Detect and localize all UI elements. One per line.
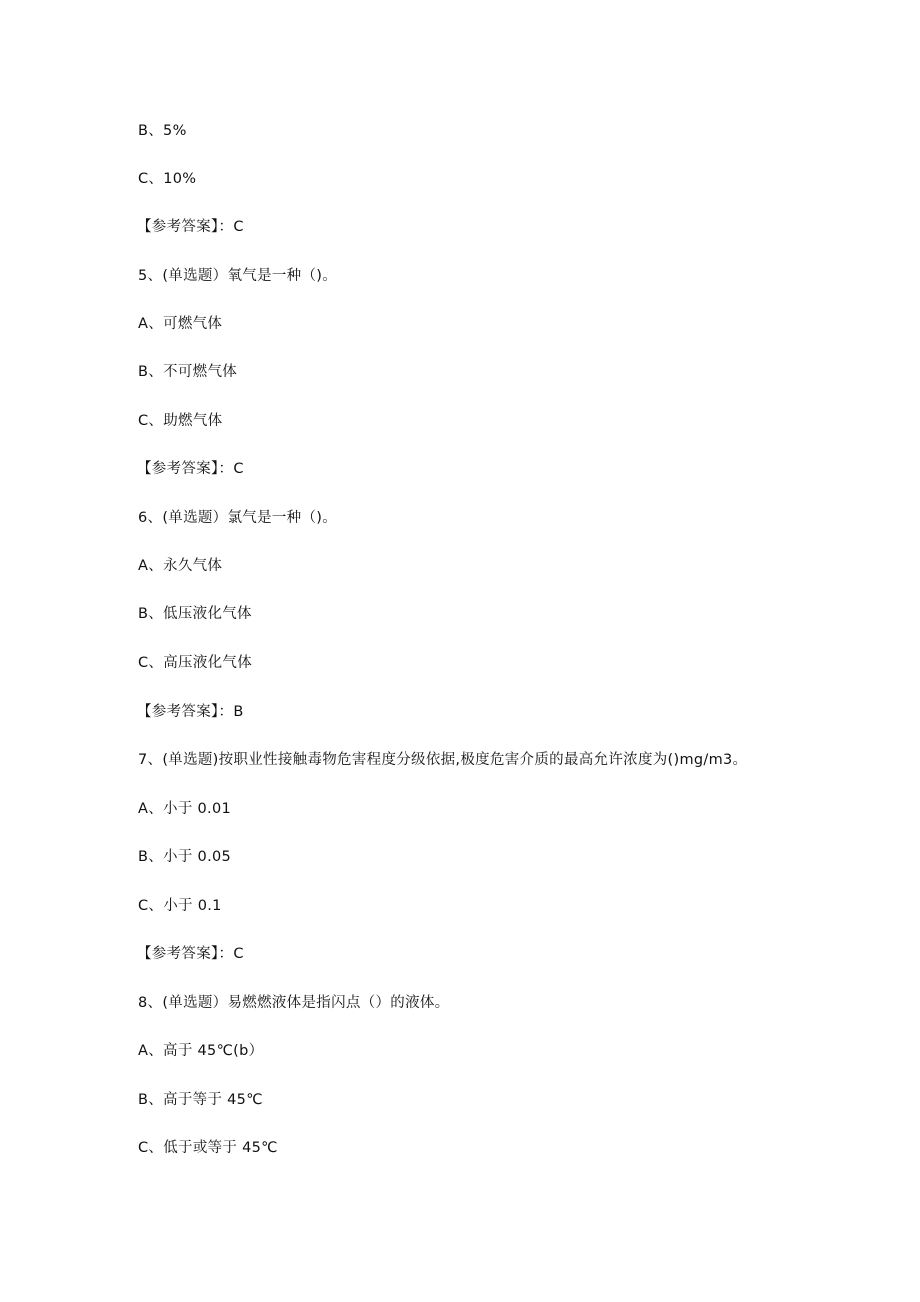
option-8b: B、高于等于 45℃ (138, 1092, 263, 1108)
answer-7: 【参考答案】：C (137, 946, 244, 962)
question-7: 7、(单选题)按职业性接触毒物危害程度分级依据,极度危害介质的最高允许浓度为()mg/m3。 (138, 752, 748, 768)
option-7a: A、小于 0.01 (138, 801, 232, 817)
option-6b: B、低压液化气体 (138, 606, 252, 622)
option-5a: A、可燃气体 (138, 316, 223, 332)
option-5b: B、不可燃气体 (138, 364, 238, 380)
answer-4: 【参考答案】：C (137, 219, 244, 235)
option-8c: C、低于或等于 45℃ (138, 1140, 278, 1156)
option-4c: C、10% (138, 171, 197, 187)
option-6c: C、高压液化气体 (138, 655, 253, 671)
option-4b: B、5% (138, 123, 187, 139)
option-6a: A、永久气体 (138, 558, 223, 574)
question-5: 5、(单选题）氧气是一种（)。 (138, 268, 338, 284)
question-6: 6、(单选题）氯气是一种（)。 (138, 510, 338, 526)
option-5c: C、助燃气体 (138, 413, 223, 429)
answer-5: 【参考答案】：C (137, 461, 244, 477)
option-7c: C、小于 0.1 (138, 898, 222, 914)
option-8a: A、高于 45℃(b） (138, 1043, 264, 1059)
question-8: 8、(单选题）易燃燃液体是指闪点（）的液体。 (138, 995, 450, 1011)
option-7b: B、小于 0.05 (138, 849, 232, 865)
answer-6: 【参考答案】：B (137, 704, 244, 720)
